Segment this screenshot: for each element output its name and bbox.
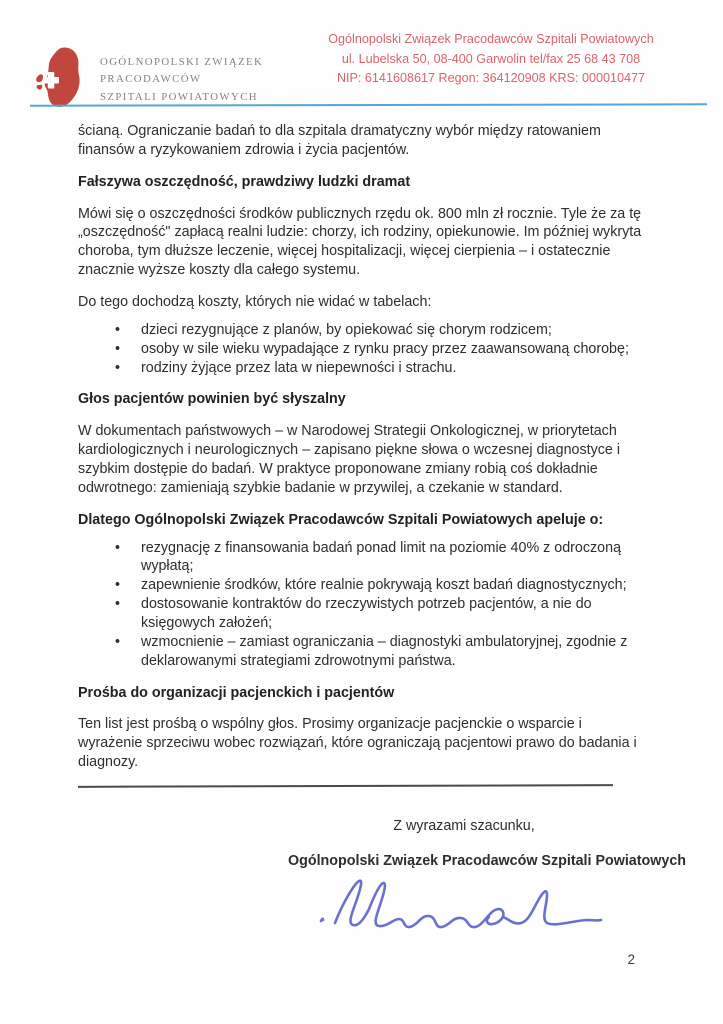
paragraph-request: Ten list jest prośbą o wspólny głos. Prosimy organizacje pacjenckie o wsparcie i wyrażenie sprzeciwu wobec rozwiązań, które ograniczają pacjentowi prawo do badania i diagnozy. — [78, 716, 637, 771]
section-heading-appeal: Dlatego Ogólnopolski Związek Pracodawców Szpitali Powiatowych apeluje o: — [78, 511, 604, 528]
letter-body — [78, 122, 687, 947]
org-name-line: OGÓLNOPOLSKI ZWIĄZEK — [100, 56, 264, 68]
paragraph-hidden-costs-lead: Do tego dochodzą koszty, których nie widać w tabelach: — [78, 294, 432, 311]
list-item — [115, 576, 644, 595]
closing-block — [288, 817, 687, 947]
contact-block — [291, 30, 691, 89]
list-item — [115, 359, 644, 378]
bullet-icon: • — [115, 577, 121, 594]
contact-registry-numbers: NIP: 6141608617 Regon: 364120908 KRS: 000010477 — [336, 71, 646, 86]
signatory-name: Ogólnopolski Związek Pracodawców Szpitali Powiatowych — [288, 852, 687, 869]
list-item-text: rodziny żyjące przez lata w niepewności i strachu. — [141, 359, 457, 376]
list-item — [115, 340, 644, 359]
section-heading-request: Prośba do organizacji pacjenckich i pacjentów — [78, 684, 395, 701]
bullet-icon: • — [115, 596, 121, 613]
salutation: Z wyrazami szacunku, — [393, 818, 535, 835]
bullet-icon: • — [115, 321, 121, 338]
list-item-text: zapewnienie środków, które realnie pokrywają koszt badań diagnostycznych; — [141, 577, 627, 594]
list-item — [115, 321, 644, 340]
bullet-icon: • — [115, 539, 121, 556]
page-number: 2 — [627, 952, 635, 967]
intro-paragraph: ścianą. Ograniczanie badań to dla szpitala dramatyczny wybór między ratowaniem finansów a ryzykowaniem zdrowia i życia pacjentów. — [78, 123, 601, 158]
contact-address: ul. Lubelska 50, 08-400 Garwolin tel/fax 25 68 43 708 — [341, 51, 641, 66]
list-item — [115, 595, 644, 633]
bullet-icon: • — [115, 340, 121, 357]
org-name-block — [100, 54, 263, 106]
list-item-text: wzmocnienie – zamiast ograniczania – diagnostyki ambulatoryjnej, zgodnie z deklarowanymi strategiami zdrowotnymi państwa. — [141, 633, 628, 669]
bullet-icon: • — [115, 359, 121, 376]
org-name-line: SZPITALI POWIATOWYCH — [100, 90, 258, 103]
section-heading-patient-voice: Głos pacjentów powinien być słyszalny — [78, 391, 346, 408]
list-item — [115, 633, 644, 671]
list-item-text: dzieci rezygnujące z planów, by opiekować się chorym rodzicem; — [141, 321, 552, 338]
contact-org-name: Ogólnopolski Związek Pracodawców Szpitali Powiatowych — [328, 32, 654, 46]
paragraph-savings-cost: Mówi się o oszczędności środków publicznych rzędu ok. 800 mln zł rocznie. Tyle że za tę „oszczędność" zapłacą realni ludzie: chorzy, ich rodziny, opiekunowie. Im później wykryta choroba, tym dłuższe leczenie, więcej hospitalizacji, więcej cierpienia – i ostatecznie znacznie wyższe koszty dla całego systemu. — [78, 205, 642, 279]
list-item-text: rezygnację z finansowania badań ponad limit na poziomie 40% z odroczoną wypłatą; — [141, 539, 622, 575]
section-heading-false-savings: Fałszywa oszczędność, prawdziwy ludzki dramat — [78, 173, 411, 190]
handwritten-signature — [284, 873, 634, 947]
paragraph-state-documents: W dokumentach państwowych – w Narodowej Strategii Onkologicznej, w priorytetach kardiologicznych i neurologicznych – zapisano piękne słowa o wczesnej diagnostyce i szybkim dostępie do badań. W praktyce proponowane zmiany robią coś dokładnie odwrotnego: zamieniają szybkie badanie w przywilej, a czekanie w standard. — [78, 423, 620, 496]
org-name-line: PRACODAWCÓW — [100, 73, 202, 86]
bullet-icon: • — [115, 633, 121, 650]
header-divider-rule — [30, 103, 707, 106]
list-item-text: osoby w sile wieku wypadające z rynku pracy przez zaawansowaną chorobę; — [141, 340, 629, 357]
letterhead — [0, 0, 723, 104]
signature-divider-rule — [78, 784, 613, 788]
hidden-costs-list — [78, 321, 644, 378]
list-item — [115, 539, 644, 577]
appeal-list — [78, 539, 644, 671]
list-item-text: dostosowanie kontraktów do rzeczywistych potrzeb pacjentów, a nie do księgowych założeń; — [141, 596, 592, 632]
